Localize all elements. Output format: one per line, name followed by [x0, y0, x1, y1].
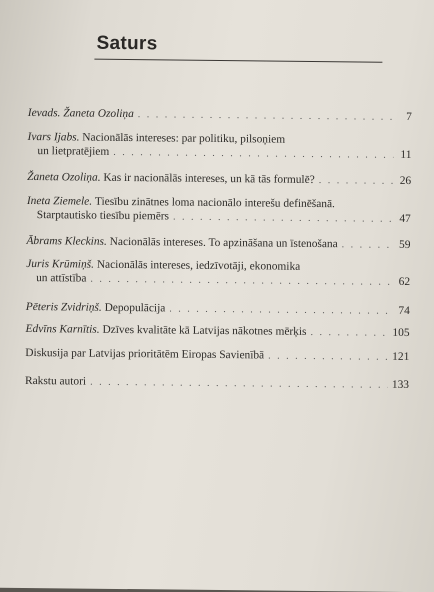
- toc-page-number: 11: [400, 148, 412, 162]
- toc-title-continued: un attīstība: [36, 272, 87, 285]
- toc-title: Diskusija par Latvijas prioritātēm Eiropas Savienībā: [25, 346, 265, 362]
- toc-entry: [27, 194, 411, 227]
- toc-page-number: 74: [398, 304, 410, 317]
- toc-author: Ābrams Kleckins.: [26, 234, 107, 248]
- toc-entry: [27, 170, 411, 189]
- toc-author: Edvīns Karnītis.: [25, 322, 100, 336]
- toc-entry: [27, 130, 411, 163]
- toc-author: Žaneta Ozoliņa.: [27, 170, 101, 184]
- toc-author: Ivars Ijabs.: [27, 130, 80, 144]
- leader-dots: [310, 326, 388, 341]
- toc-author: Ievads. Žaneta Ozoliņa: [27, 106, 134, 121]
- title-rule: [94, 59, 382, 63]
- leader-dots: [268, 350, 388, 365]
- toc-title: Tiesību zinātnes loma nacionālo interešu definēšanā.: [94, 195, 335, 211]
- toc-page-number: 7: [406, 110, 412, 124]
- toc-entry: [26, 300, 410, 319]
- leader-dots: [342, 238, 393, 253]
- toc-page-number: 47: [399, 212, 411, 226]
- toc-title-continued: un lietpratējiem: [37, 145, 110, 158]
- leader-dots: [173, 211, 393, 227]
- leader-dots: [113, 146, 393, 163]
- toc-author: Pēteris Zvidriņš.: [25, 300, 102, 314]
- toc-title: Nacionālās intereses, iedzīvotāji, ekonomika: [96, 258, 301, 273]
- toc-author: Juris Krūmiņš.: [26, 257, 95, 271]
- leader-dots: [90, 273, 392, 290]
- leader-dots: [138, 108, 394, 125]
- toc-entry: [25, 322, 409, 341]
- toc-title: Rakstu autori: [24, 374, 87, 388]
- toc-page-number: 133: [391, 378, 410, 391]
- toc-author: Ineta Ziemele.: [26, 194, 93, 208]
- toc-entry: [28, 106, 412, 125]
- leader-dots: [90, 376, 388, 393]
- toc-title: Dzīves kvalitāte kā Latvijas nākotnes mērķis: [102, 323, 307, 338]
- toc-entry: [25, 346, 409, 365]
- toc-page-number: 59: [399, 238, 411, 252]
- toc-page-number: 121: [392, 350, 410, 363]
- toc-page-number: 26: [399, 174, 412, 188]
- toc-entry: [26, 257, 410, 290]
- toc-title: Nacionālās intereses: par politiku, pilsoņiem: [82, 131, 286, 146]
- leader-dots: [319, 174, 394, 189]
- leader-dots: [169, 302, 392, 318]
- toc-title: Depopulācija: [104, 301, 166, 315]
- toc-title-continued: Starptautisko tiesību piemērs: [36, 209, 170, 223]
- table-of-contents: [24, 106, 414, 391]
- page-title: Saturs: [96, 32, 158, 55]
- toc-entry: [25, 374, 409, 393]
- toc-entry: [26, 234, 410, 253]
- toc-page-number: 62: [398, 275, 411, 289]
- toc-page-number: 105: [392, 326, 410, 339]
- toc-title: Nacionālās intereses. To apzināšana un īstenošana: [109, 235, 338, 251]
- toc-title: Kas ir nacionālās intereses, un kā tās formulē?: [103, 171, 315, 186]
